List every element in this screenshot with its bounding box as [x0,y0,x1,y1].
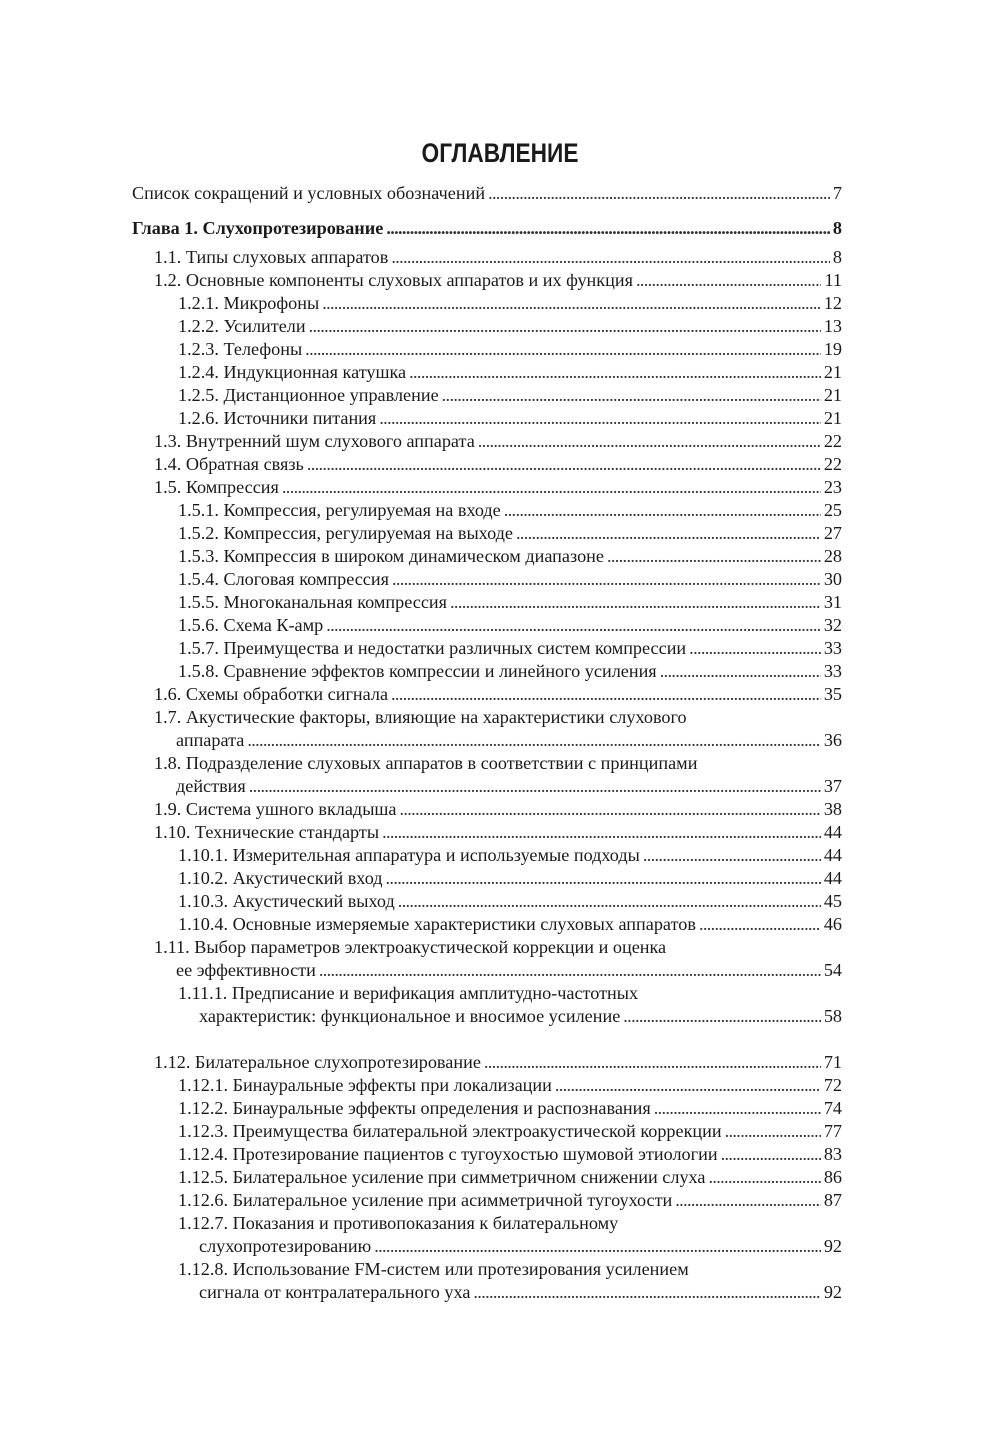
toc-entry[interactable] [0,1235,1000,1258]
dot-leader [484,1051,821,1074]
dot-leader [636,269,822,292]
dot-leader [379,407,821,430]
dot-leader [322,292,821,315]
toc-entry-page: 46 [823,914,842,934]
toc-entry-page: 11 [824,270,842,290]
toc-entry-title: Глава 1. Слухопротезирование [132,218,384,238]
toc-entry-title: 1.12.4. Протезирование пациентов с тугоухостью шумовой этиологии [178,1144,718,1164]
dot-leader [247,729,821,752]
toc-entry[interactable] [0,315,1000,338]
toc-entry-page: 36 [823,730,842,750]
toc-entry-page: 32 [823,615,842,635]
dot-leader [386,217,830,240]
toc-entry-first-line [0,982,1000,1005]
toc-entry-page: 72 [823,1075,842,1095]
toc-entry-title: 1.9. Система ушного вкладыша [154,799,397,819]
toc-entry-page: 38 [823,799,842,819]
dot-leader [660,660,821,683]
toc-entry-title: 1.5.4. Слоговая компрессия [178,569,389,589]
toc-entry-first-line [0,1258,1000,1281]
dot-leader [643,844,821,867]
toc-entry[interactable] [0,1120,1000,1143]
dot-leader [675,1189,821,1212]
toc-entry-page: 7 [832,183,842,203]
dot-leader [374,1235,821,1258]
toc-entry-page: 30 [823,569,842,589]
toc-entry[interactable] [0,844,1000,867]
page-title: ОГЛАВЛЕНИЕ [421,138,579,168]
toc-entry-title: 1.2. Основные компоненты слуховых аппаратов и их функция [154,270,633,290]
toc-entry-title: 1.10.1. Измерительная аппаратура и используемые подходы [178,845,640,865]
dot-leader [409,361,821,384]
toc-entry-page: 45 [823,891,842,911]
toc-entry-title: 1.1. Типы слуховых аппаратов [154,247,389,267]
toc-entry-page: 23 [823,477,842,497]
dot-leader [607,545,821,568]
toc-entry-title: 1.2.2. Усилители [178,316,306,336]
toc-entry-title: 1.12.1. Бинауральные эффекты при локализации [178,1075,552,1095]
toc-entry-text: 1.8. Подразделение слуховых аппаратов в соответствии с принципами [154,753,698,773]
toc-entry[interactable] [0,959,1000,982]
dot-leader [319,959,821,982]
toc-entry-first-line [0,706,1000,729]
toc-entry-page: 87 [823,1190,842,1210]
toc-entry[interactable] [0,182,1000,205]
toc-entry[interactable] [0,338,1000,361]
toc-entry[interactable] [0,1189,1000,1212]
toc-entry[interactable] [0,614,1000,637]
toc-entry-title: 1.4. Обратная связь [154,454,304,474]
toc-entry[interactable] [0,545,1000,568]
toc-entry-title: сигнала от контралатерального уха [199,1282,471,1302]
dot-leader [699,913,821,936]
toc-entry[interactable] [0,499,1000,522]
toc-entry[interactable] [0,568,1000,591]
dot-leader [708,1166,820,1189]
toc-entry-page: 8 [832,247,842,267]
toc-entry-page: 77 [823,1121,842,1141]
toc-entry[interactable] [0,591,1000,614]
dot-leader [654,1097,821,1120]
toc-entry-page: 21 [823,385,842,405]
toc-entry-title: слухопротезированию [199,1236,372,1256]
toc-entry-title: 1.5.5. Многоканальная компрессия [178,592,448,612]
dot-leader [400,798,821,821]
toc-entry[interactable] [0,1005,1000,1028]
toc-entry-text: 1.7. Акустические факторы, влияющие на характеристики слухового [154,707,687,727]
toc-entry[interactable] [0,867,1000,890]
toc-entry-page: 22 [823,431,842,451]
toc-entry-title: 1.10.2. Акустический вход [178,868,383,888]
toc-entry-page: 33 [823,661,842,681]
toc-entry-title: 1.2.6. Источники питания [178,408,377,428]
toc-entry-title: действия [176,776,246,796]
toc-entry-title: 1.5.7. Преимущества и недостатки различных систем компрессии [178,638,687,658]
toc-entry-page: 44 [823,845,842,865]
toc-entry-page: 86 [823,1167,842,1187]
toc-entry-page: 8 [832,218,842,238]
toc-entry-page: 92 [823,1236,842,1256]
toc-entry-first-line [0,1212,1000,1235]
toc-entry-first-line [0,752,1000,775]
toc-entry-title: аппарата [176,730,245,750]
dot-leader [398,890,821,913]
dot-leader [689,637,821,660]
toc-entry-text: 1.11. Выбор параметров электроакустической коррекции и оценка [154,937,667,957]
toc-entry[interactable] [0,384,1000,407]
toc-entry[interactable] [0,1074,1000,1097]
toc-entry-title: 1.5.1. Компрессия, регулируемая на входе [178,500,501,520]
dot-leader [282,476,821,499]
toc-entry-page: 35 [823,684,842,704]
toc-entry[interactable] [0,729,1000,752]
toc-entry[interactable] [0,246,1000,269]
toc-entry[interactable] [0,1281,1000,1304]
toc-entry[interactable] [0,217,1000,240]
toc-entry-title: 1.3. Внутренний шум слухового аппарата [154,431,475,451]
toc-entry[interactable] [0,1166,1000,1189]
dot-leader [391,246,830,269]
toc-entry-text: 1.12.8. Использование FM-систем или протезирования усилением [178,1259,689,1279]
toc-entry[interactable] [0,637,1000,660]
toc-entry[interactable] [0,430,1000,453]
dot-leader [725,1120,821,1143]
toc-entry-page: 31 [823,592,842,612]
toc-entry-title: 1.10. Технические стандарты [154,822,380,842]
toc-entry-page: 21 [823,362,842,382]
toc-entry-title: Список сокращений и условных обозначений [132,183,486,203]
dot-leader [721,1143,821,1166]
toc-entry-title: 1.5.8. Сравнение эффектов компрессии и линейного усиления [178,661,657,681]
toc-entry-title: 1.6. Схемы обработки сигнала [154,684,389,704]
dot-leader [382,821,821,844]
toc-entry-first-line [0,936,1000,959]
toc-entry[interactable] [0,660,1000,683]
dot-leader [309,315,821,338]
toc-entry-text: 1.12.7. Показания и противопоказания к билатеральному [178,1213,619,1233]
dot-leader [555,1074,821,1097]
toc-entry[interactable] [0,361,1000,384]
dot-leader [488,182,830,205]
dot-leader [307,453,821,476]
dot-leader [326,614,821,637]
toc-entry-title: 1.10.3. Акустический выход [178,891,395,911]
toc-entry[interactable] [0,913,1000,936]
toc-entry[interactable] [0,453,1000,476]
toc-entry-title: 1.2.5. Дистанционное управление [178,385,439,405]
toc-entry-page: 83 [823,1144,842,1164]
toc-entry[interactable] [0,798,1000,821]
toc-entry[interactable] [0,821,1000,844]
dot-leader [623,1005,821,1028]
toc-entry-page: 28 [823,546,842,566]
toc-entry-title: 1.12.5. Билатеральное усиление при симметричном снижении слуха [178,1167,706,1187]
toc-entry[interactable] [0,269,1000,292]
toc-entry-title: 1.2.3. Телефоны [178,339,303,359]
toc-entry-text: 1.11.1. Предписание и верификация амплитудно-частотных [178,983,639,1003]
toc-entry-page: 54 [823,960,842,980]
toc-entry-page: 58 [823,1006,842,1026]
toc-entry[interactable] [0,890,1000,913]
toc-entry-page: 25 [823,500,842,520]
toc-entry[interactable] [0,522,1000,545]
toc-entry-page: 21 [823,408,842,428]
toc-entry-title: 1.10.4. Основные измеряемые характеристики слуховых аппаратов [178,914,696,934]
toc-entry[interactable] [0,775,1000,798]
toc-entry-page: 12 [823,293,842,313]
toc-entry[interactable] [0,407,1000,430]
toc-entry-page: 37 [823,776,842,796]
dot-leader [450,591,821,614]
toc-entry-page: 27 [823,523,842,543]
dot-leader [392,568,821,591]
toc-entry-page: 44 [823,868,842,888]
toc-entry-page: 92 [823,1282,842,1302]
toc-entry-page: 71 [823,1052,842,1072]
toc-entry-page: 13 [823,316,842,336]
dot-leader [386,867,821,890]
dot-leader [305,338,821,361]
dot-leader [478,430,821,453]
toc-entry[interactable] [0,476,1000,499]
dot-leader [249,775,821,798]
toc-entry-page: 19 [823,339,842,359]
toc-entry-title: 1.5.3. Компрессия в широком динамическом диапазоне [178,546,604,566]
toc-entry-title: 1.2.4. Индукционная катушка [178,362,407,382]
toc-entry-title: 1.12. Билатеральное слухопротезирование [154,1052,481,1072]
toc-entry-title: 1.12.2. Бинауральные эффекты определения и распознавания [178,1098,651,1118]
toc-entry[interactable] [0,683,1000,706]
toc-entry[interactable] [0,1097,1000,1120]
toc-entry-title: 1.5. Компрессия [154,477,279,497]
toc-entry-title: ее эффективности [176,960,316,980]
toc-entry-title: 1.12.6. Билатеральное усиление при асимметричной тугоухости [178,1190,673,1210]
toc-entry-title: 1.5.6. Схема К-амр [178,615,324,635]
dot-leader [442,384,821,407]
toc-entry[interactable] [0,1051,1000,1074]
dot-leader [391,683,821,706]
toc-entry-title: 1.5.2. Компрессия, регулируемая на выходе [178,523,513,543]
dot-leader [516,522,821,545]
toc-entry-page: 22 [823,454,842,474]
dot-leader [473,1281,820,1304]
dot-leader [504,499,821,522]
toc-entry-title: 1.12.3. Преимущества билатеральной электроакустической коррекции [178,1121,722,1141]
toc-entry[interactable] [0,1143,1000,1166]
toc-entry-page: 44 [823,822,842,842]
toc-entry-page: 33 [823,638,842,658]
toc-entry-title: 1.2.1. Микрофоны [178,293,320,313]
toc-entry[interactable] [0,292,1000,315]
toc-entry-page: 74 [823,1098,842,1118]
toc-entry-title: характеристик: функциональное и вносимое усиление [199,1006,621,1026]
